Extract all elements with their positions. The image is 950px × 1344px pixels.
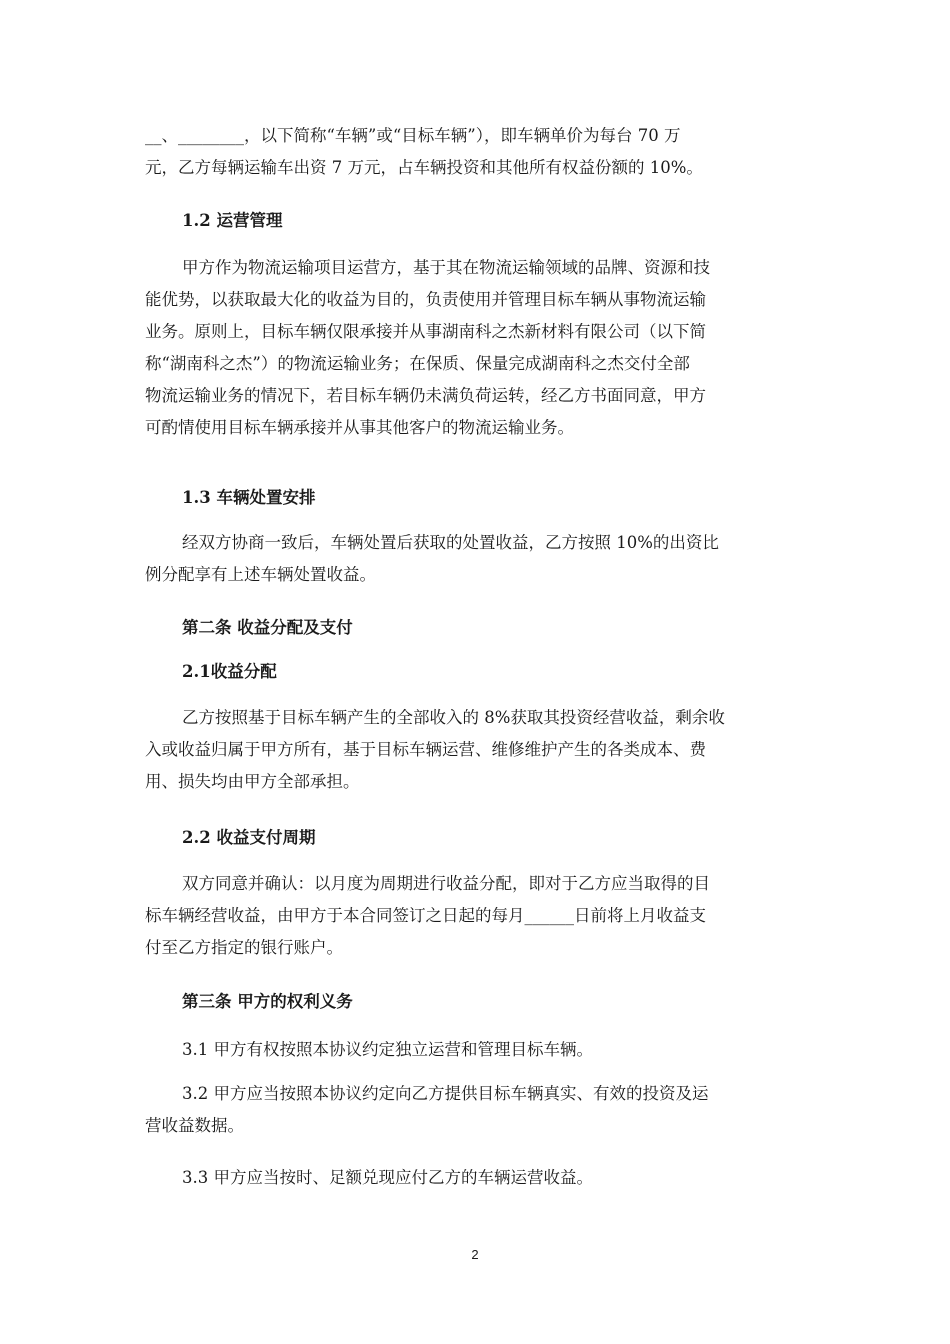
paragraph-3-1: 3.1 甲方有权按照本协议约定独立运营和管理目标车辆。 [182,1040,593,1059]
paragraph-1-3 [145,527,805,591]
text-line: 双方同意并确认：以月度为周期进行收益分配，即对于乙方应当取得的目 [182,874,710,893]
text-line: __、________，以下简称“车辆”或“目标车辆”），即车辆单价为每台 70 万 [145,126,681,145]
paragraph-1-2 [145,252,805,444]
text-line: 营收益数据。 [145,1116,244,1135]
text-line: 元，乙方每辆运输车出资 7 万元，占车辆投资和其他所有权益份额的 10%。 [145,158,703,177]
text-line: 可酌情使用目标车辆承接并从事其他客户的物流运输业务。 [145,418,574,437]
heading-1-3: 1.3 车辆处置安排 [182,488,316,507]
paragraph-3-2 [145,1078,805,1142]
text-line: 入或收益归属于甲方所有，基于目标车辆运营、维修维护产生的各类成本、费 [145,740,706,759]
page-number: 2 [471,1247,479,1262]
text-line: 甲方作为物流运输项目运营方，基于其在物流运输领域的品牌、资源和技 [182,258,710,277]
text-line: 称“湖南科之杰”）的物流运输业务；在保质、保量完成湖南科之杰交付全部 [145,354,690,373]
paragraph-2-1 [145,702,805,798]
text-line: 物流运输业务的情况下，若目标车辆仍未满负荷运转，经乙方书面同意，甲方 [145,386,706,405]
paragraph-2-2 [145,868,805,964]
text-line: 付至乙方指定的银行账户。 [145,938,343,957]
heading-1-2: 1.2 运营管理 [182,211,283,230]
text-line: 乙方按照基于目标车辆产生的全部收入的 8%获取其投资经营收益，剩余收 [182,708,725,727]
text-line: 标车辆经营收益，由甲方于本合同签订之日起的每月______日前将上月收益支 [145,906,706,925]
paragraph-intro [145,120,805,184]
heading-article-3: 第三条 甲方的权利义务 [182,992,353,1011]
heading-article-2: 第二条 收益分配及支付 [182,618,353,637]
text-line: 用、损失均由甲方全部承担。 [145,772,360,791]
text-line: 经双方协商一致后，车辆处置后获取的处置收益，乙方按照 10%的出资比 [182,533,719,552]
paragraph-3-3: 3.3 甲方应当按时、足额兑现应付乙方的车辆运营收益。 [182,1168,593,1187]
text-line: 业务。原则上，目标车辆仅限承接并从事湖南科之杰新材料有限公司（以下简 [145,322,706,341]
heading-2-2: 2.2 收益支付周期 [182,828,316,847]
text-line: 能优势，以获取最大化的收益为目的，负责使用并管理目标车辆从事物流运输 [145,290,706,309]
text-line: 例分配享有上述车辆处置收益。 [145,565,376,584]
text-line: 3.2 甲方应当按照本协议约定向乙方提供目标车辆真实、有效的投资及运 [182,1084,709,1103]
heading-2-1: 2.1收益分配 [182,662,277,681]
